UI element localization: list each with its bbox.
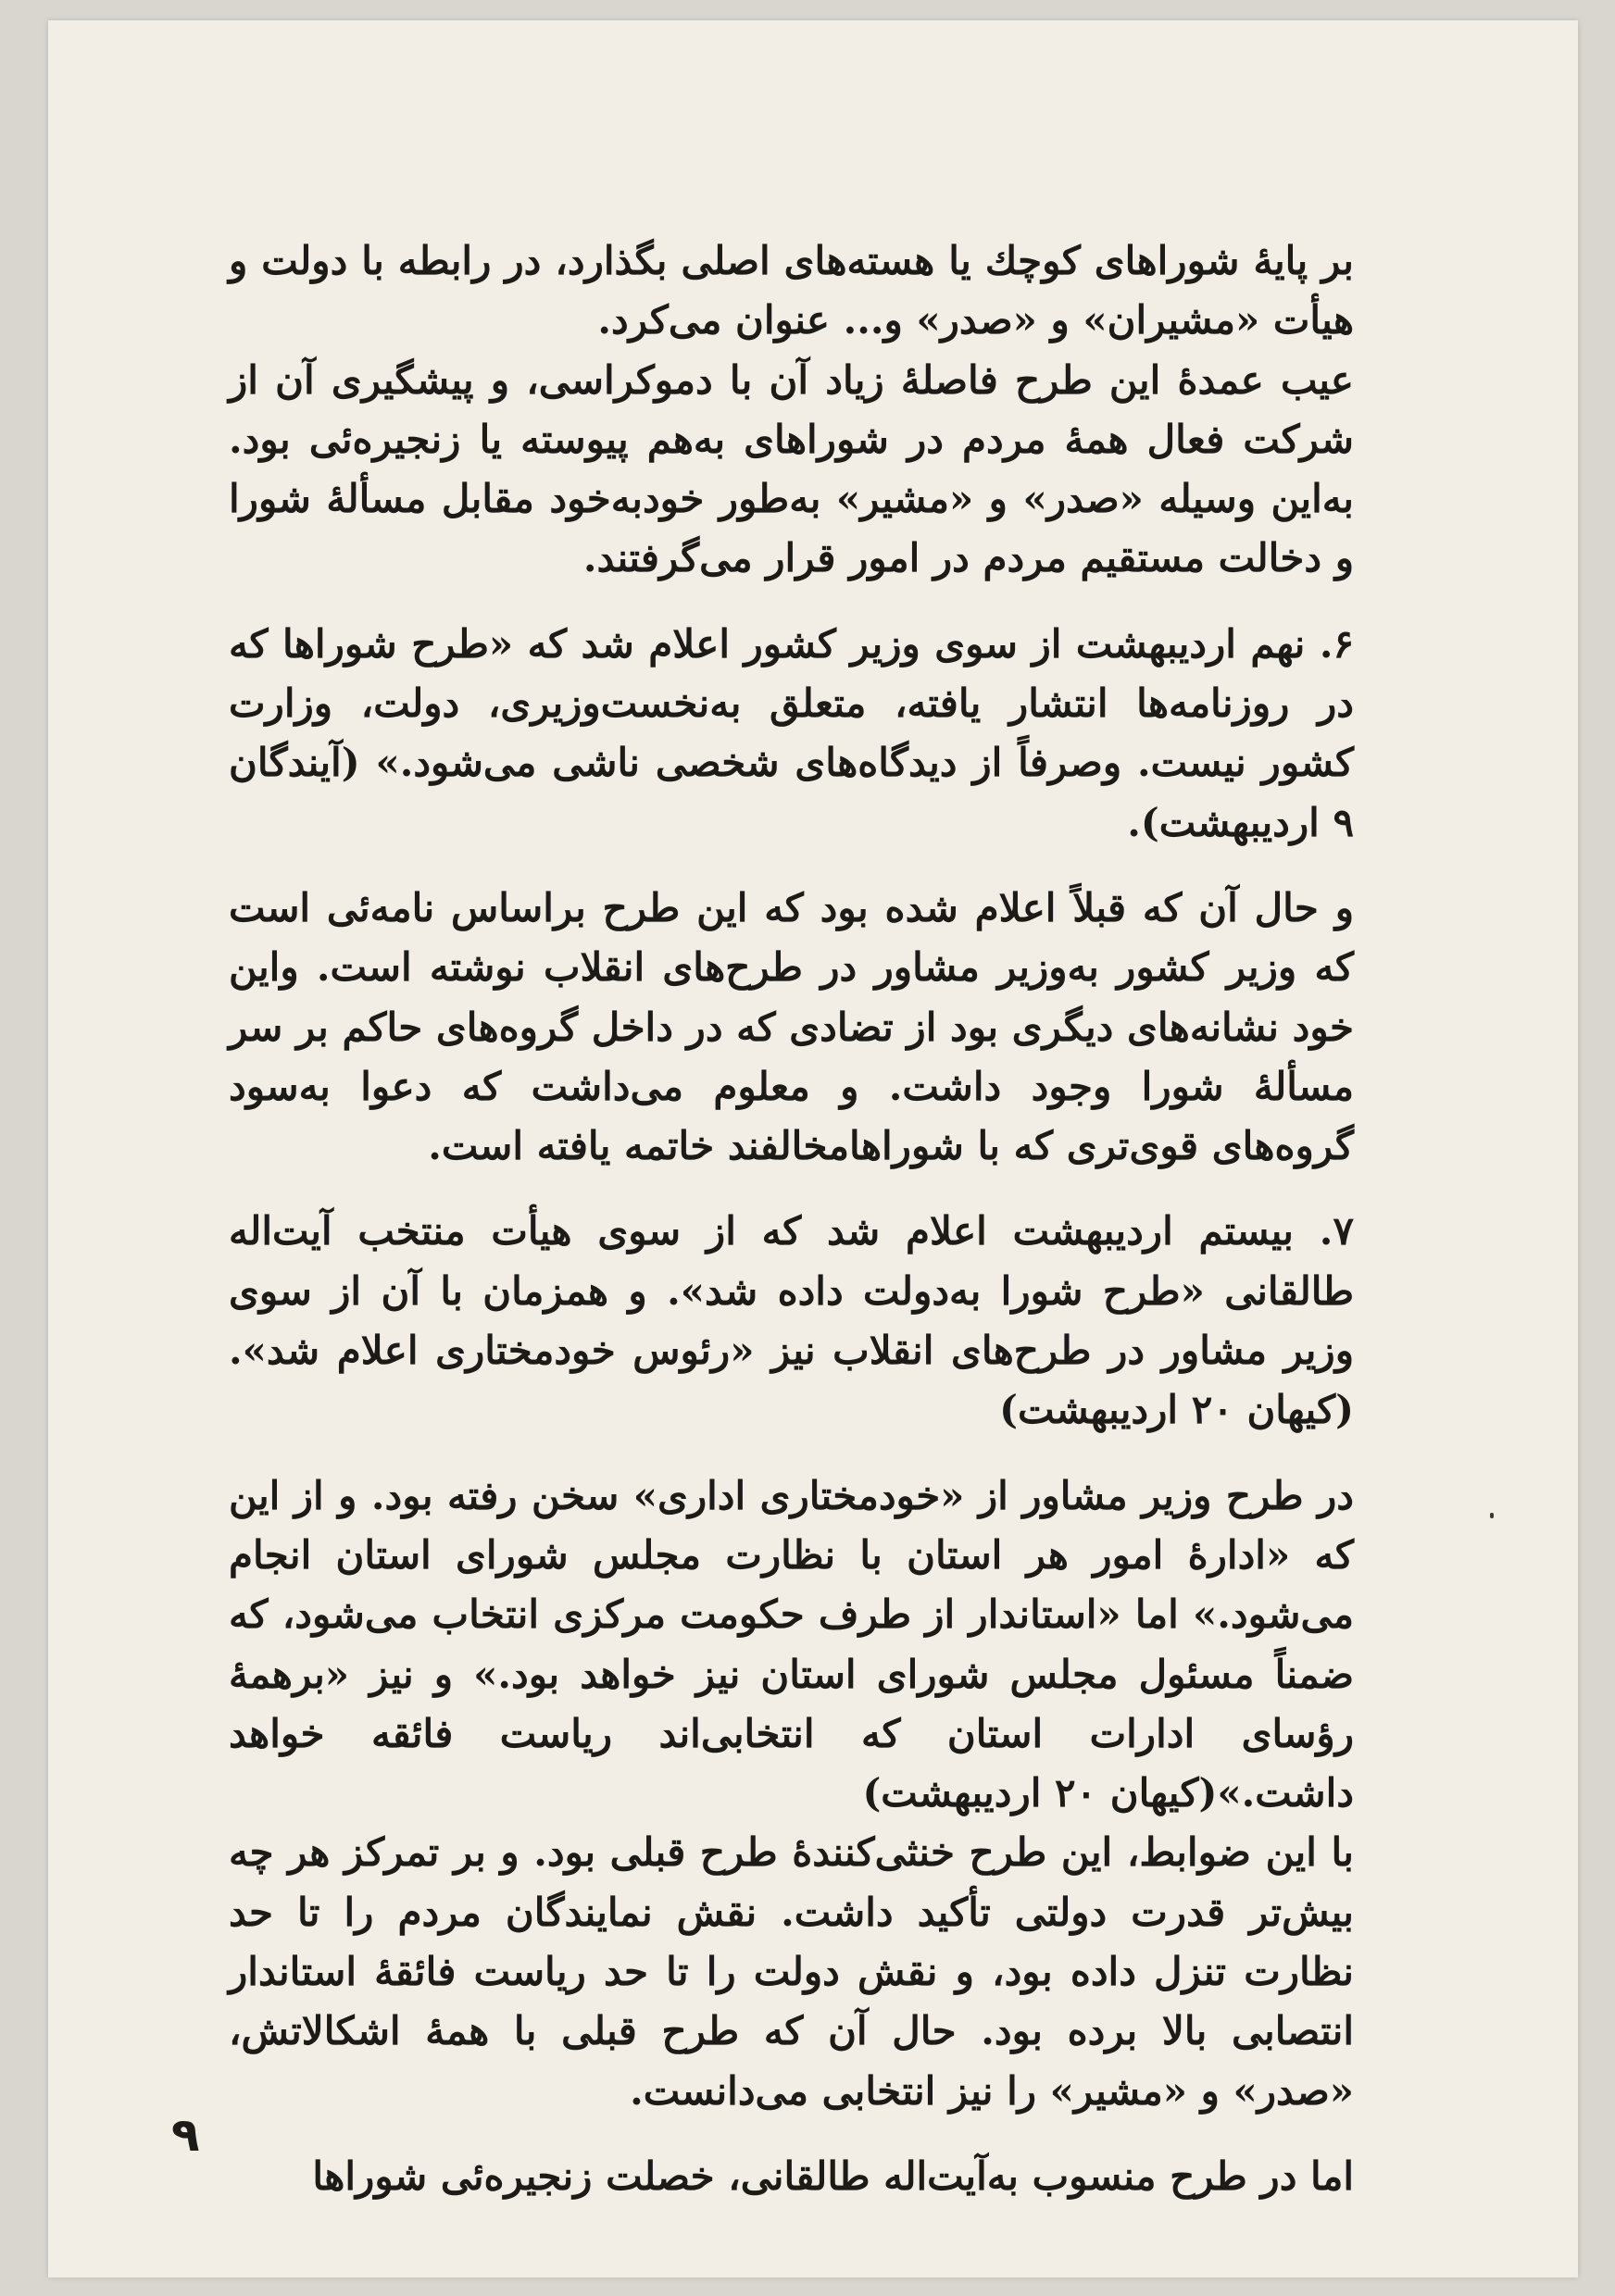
paragraph-4: و حال آن که قبلاً اعلام شده بود که این طرح براساس نامه‌ئی است که وزیر کشور به‌وزیر مشاور در طرح‌های انقلاب نوشته است. واین خود نشانه‌های دیگری بود از تضادی که در داخل گروه‌های حاکم بر سر مسألهٔ شورا وجود داشت. و معلوم می‌داشت که دعوا به‌سود گروه‌های قوی‌تری که با شوراهامخالفند خاتمه یافته است. [229,884,1354,1169]
body-text [229,231,1354,2206]
paragraph-6: در طرح وزیر مشاور از «خودمختاری اداری» سخن رفته بود. و از این که «ادارهٔ امور هر استان با نظارت مجلس شورای استان انجام می‌شود.» اما «استاندار از طرف حکومت مرکزی انتخاب می‌شود، که ضمناً مسئول مجلس شورای استان نیز خواهد بود.» و نیز «برهمهٔ رؤسای ادارات استان که انتخابی‌اند ریاست فائقه خواهد داشت.»(کیهان ۲۰ اردیبهشت) [229,1472,1354,1816]
paragraph-3: ۶. نهم اردیبهشت از سوی وزیر کشور اعلام شد که «طرح شوراها که در روزنامه‌ها انتشار یافته، متعلق به‌نخست‌وزیری، دولت، وزارت کشور نیست. وصرفاً از دیدگاه‌های شخصی ناشی می‌شود.» (آیندگان ۹ اردیبهشت). [229,620,1354,845]
ink-speck [1490,1513,1494,1518]
paragraph-7: با این ضوابط، این طرح خنثی‌کنندهٔ طرح قبلی بود. و بر تمرکز هر چه بیش‌تر قدرت دولتی تأکید داشت. نقش نمایندگان مردم را تا حد نظارت تنزل داده بود، و نقش دولت را تا حد ریاست فائقهٔ استاندار انتصابی بالا برده بود. حال آن که طرح قبلی با همهٔ اشکالاتش، «صدر» و «مشیر» را نیز انتخابی می‌دانست. [229,1829,1354,2114]
book-page [48,20,1578,2277]
paragraph-2: عیب عمدهٔ این طرح فاصلهٔ زیاد آن با دموکراسی، و پیشگیری آن از شرکت فعال همهٔ مردم در شوراهای به‌هم پیوسته یا زنجیره‌ئی بود. به‌این وسیله «صدر» و «مشیر» به‌طور خودبه‌خود مقابل مسألهٔ شورا و دخالت مستقیم مردم در امور قرار می‌گرفتند. [229,356,1354,581]
page-number: ۹ [171,2108,200,2162]
paragraph-8: اما در طرح منسوب به‌آیت‌اله طالقانی، خصلت زنجیره‌ئی شوراها [312,2152,1354,2199]
paragraph-1: بر پایهٔ شوراهای کوچك یا هسته‌های اصلی بگذارد، در رابطه با دولت و هیأت «مشیران» و «صدر» و... عنوان می‌کرد. [229,238,1354,343]
paragraph-5: ۷. بیستم اردیبهشت اعلام شد که از سوی هیأت منتخب آیت‌اله طالقانی «طرح شورا به‌دولت داده شد». و همزمان با آن از سوی وزیر مشاور در طرح‌های انقلاب نیز «رئوس خودمختاری اعلام شد». (کیهان ۲۰ اردیبهشت) [229,1208,1354,1433]
